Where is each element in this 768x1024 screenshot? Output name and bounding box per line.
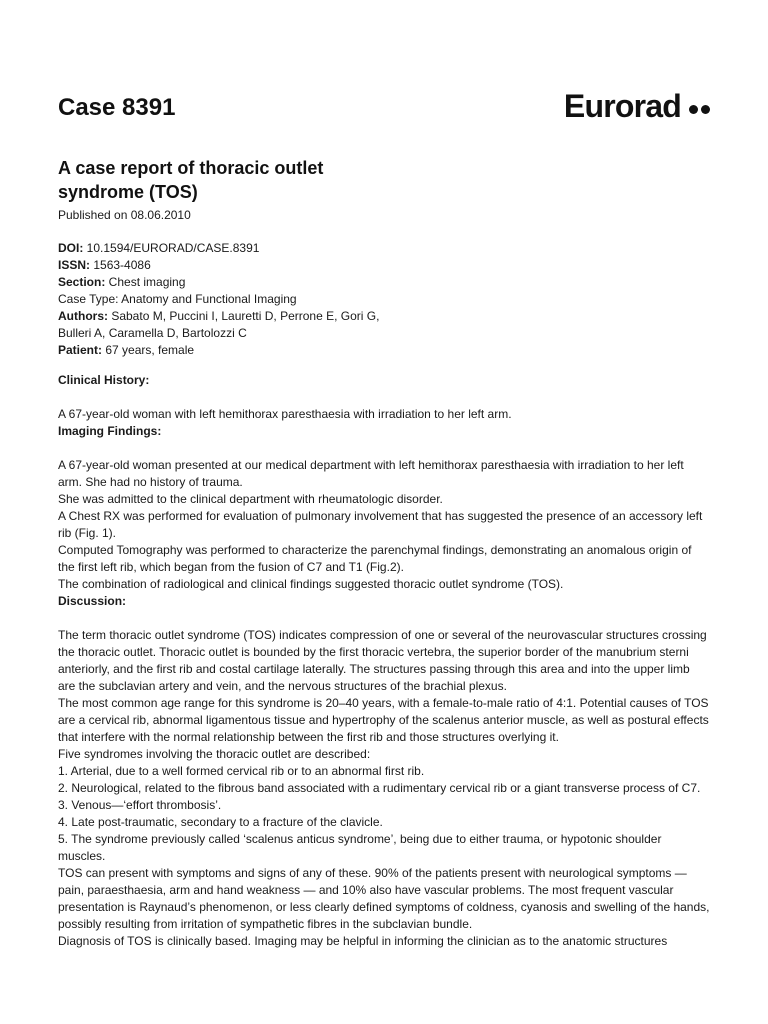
imaging-paragraph: The combination of radiological and clinical findings suggested thoracic outlet syndrome (TOS). — [58, 577, 564, 591]
document-page — [58, 0, 710, 950]
section-row: Section: Chest imaging — [58, 275, 186, 289]
patient-row: Patient: 67 years, female — [58, 343, 195, 357]
article-title: A case report of thoracic outlet syndrome (TOS) — [58, 158, 324, 202]
discussion-paragraph: Diagnosis of TOS is clinically based. Imaging may be helpful in informing the clinician as to the anatomic structures — [58, 934, 668, 948]
discussion-paragraph: The term thoracic outlet syndrome (TOS) indicates compression of one or several of the neurovascular structures crossing the thoracic outlet. Thoracic outlet is bounded by the first thoracic vertebra, the superior border of the manubrium sterni anteriorly, and the first rib and costal cartilage laterally. The structures passing through this area and into the upper limb are the subclavian artery and vein, and the nervous structures of the brachial plexus. — [58, 628, 707, 693]
logo-text: Eurorad — [563, 88, 681, 124]
discussion-paragraph: The most common age range for this syndrome is 20–40 years, with a female-to-male ratio of 4:1. Potential causes of TOS are a cervical rib, abnormal ligamentous tissue and hypertrophy of the scalenus anterior muscle, as well as postural effects that interfere with the normal relationship between the first rib and those structures overlying it. — [58, 696, 709, 744]
clinical-history-heading: Clinical History: — [58, 373, 150, 387]
issn-row: ISSN: 1563-4086 — [58, 258, 151, 272]
eurorad-logo — [564, 88, 710, 125]
discussion-heading: Discussion: — [58, 594, 127, 608]
discussion-list-item: 5. The syndrome previously called ‘scalenus anticus syndrome’, being due to either trauma, or hypotonic shoulder muscles. — [58, 832, 662, 863]
published-date: Published on 08.06.2010 — [58, 208, 191, 222]
imaging-findings-heading: Imaging Findings: — [58, 424, 162, 438]
clinical-history-text: A 67-year-old woman with left hemithorax paresthaesia with irradiation to her left arm. — [58, 407, 512, 421]
logo-dots-icon — [686, 105, 710, 114]
case-type-row: Case Type: Anatomy and Functional Imaging — [58, 292, 297, 306]
discussion-list-item: 4. Late post-traumatic, secondary to a fracture of the clavicle. — [58, 815, 383, 829]
doi-row: DOI: 10.1594/EURORAD/CASE.8391 — [58, 241, 260, 255]
discussion-paragraph: TOS can present with symptoms and signs of any of these. 90% of the patients present with neurological symptoms — pain, paraesthaesia, arm and hand weakness — and 10% also have vascular problems. The most frequent vascular presentation is Raynaud’s phenomenon, or less clearly defined symptoms of coldness, cyanosis and swelling of the hands, possibly resulting from irritation of sympathetic fibres in the subclavian bundle. — [58, 866, 710, 931]
discussion-paragraph: Five syndromes involving the thoracic outlet are described: — [58, 747, 371, 761]
imaging-paragraph: She was admitted to the clinical department with rheumatologic disorder. — [58, 492, 443, 506]
case-title: Case 8391 — [58, 94, 176, 121]
imaging-paragraph: A Chest RX was performed for evaluation of pulmonary involvement that has suggested the presence of an accessory left rib (Fig. 1). — [58, 509, 703, 540]
authors-row: Authors: Sabato M, Puccini I, Lauretti D, Perrone E, Gori G, Bulleri A, Caramella D, Bartolozzi C — [58, 309, 380, 340]
imaging-paragraph: A 67-year-old woman presented at our medical department with left hemithorax paresthaesia with irradiation to her left arm. She had no history of trauma. — [58, 458, 684, 489]
page-header — [58, 0, 710, 140]
imaging-paragraph: Computed Tomography was performed to characterize the parenchymal findings, demonstrating an anomalous origin of the first left rib, which began from the fusion of C7 and T1 (Fig.2). — [58, 543, 692, 574]
discussion-list-item: 2. Neurological, related to the fibrous band associated with a rudimentary cervical rib or a giant transverse process of C7. — [58, 781, 701, 795]
metadata-block — [58, 240, 710, 359]
discussion-list-item: 1. Arterial, due to a well formed cervical rib or to an abnormal first rib. — [58, 764, 425, 778]
discussion-list-item: 3. Venous—‘effort thrombosis’. — [58, 798, 222, 812]
